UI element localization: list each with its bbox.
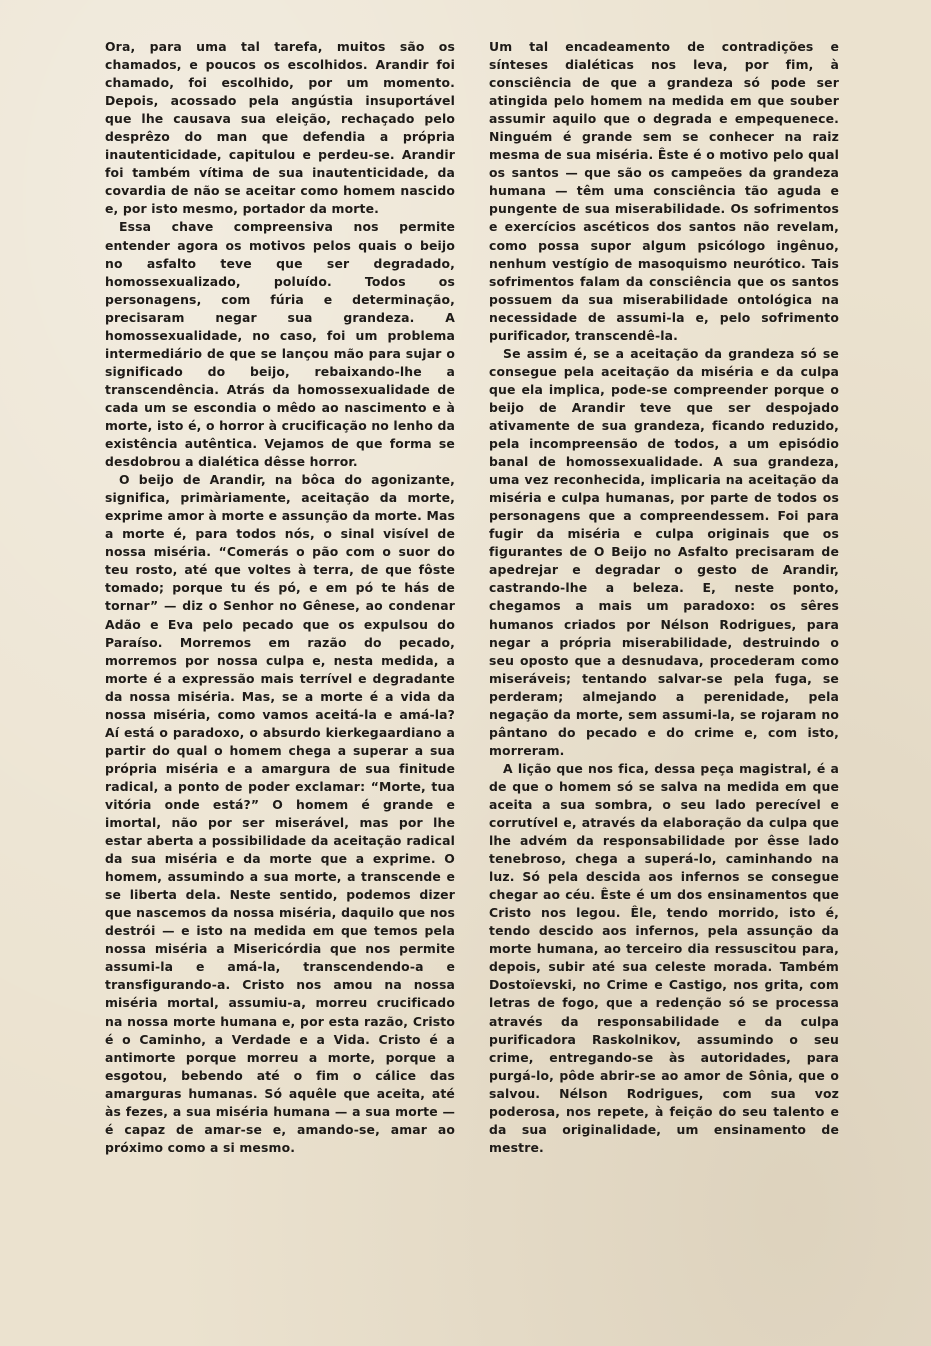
paragraph: A lição que nos fica, dessa peça magistral, é a de que o homem só se salva na medida em que aceita a sua sombra, o seu lado perecível e corrutível e, através da elaboração da culpa que lhe advém da responsabilidade por êsse lado tenebroso, chega a superá-lo, caminhando na luz. Só pela descida aos infernos se consegue chegar ao céu. Êste é um dos ensinamentos que Cristo nos legou. Êle, tendo morrido, isto é, tendo descido aos infernos, pela assunção da morte humana, ao terceiro dia ressuscitou para, depois, subir até sua celeste morada. Também Dostoïevski, no Crime e Castigo, nos grita, com letras de fogo, que a redenção só se processa através da responsabilidade e da culpa purificadora Raskolnikov, assumindo o seu crime, entregando-se às autoridades, para purgá-lo, pôde abrir-se ao amor de Sônia, que o salvou. Nélson Rodrigues, com sua voz poderosa, nos repete, à feição do seu talento e da sua originalidade, um ensinamento de mestre.: [489, 760, 839, 1155]
paragraph: O beijo de Arandir, na bôca do agonizante, significa, primàriamente, aceitação da morte, exprime amor à morte e assunção da morte. Mas a morte é, para todos nós, o sinal visível de nossa miséria. “Comerás o pão com o suor do teu rosto, até que voltes à terra, de que fôste tomado; porque tu és pó, e em pó te hás de tornar” — diz o Senhor no Gênese, ao condenar Adão e Eva pelo pecado que os expulsou do Paraíso. Morremos em razão do pecado, morremos por nossa culpa e, nesta medida, a morte é a expressão mais terrível e degradante da nossa miséria. Mas, se a morte é a vida da nossa miséria, como vamos aceitá-la e amá-la? Aí está o paradoxo, o absurdo kierkegaardiano a partir do qual o homem chega a superar a sua própria miséria e a amargura de sua finitude radical, a ponto de poder exclamar: “Morte, tua vitória onde está?” O homem é grande e imortal, não por ser miserável, mas por lhe estar aberta a possibilidade da aceitação radical da sua miséria e da morte que a exprime. O homem, assumindo a sua morte, a transcende e se liberta dela. Neste sentido, podemos dizer que nascemos da nossa miséria, daquilo que nos destrói — e isto na medida em que temos pela nossa miséria a Misericórdia que nos permite assumi-la e amá-la, transcendendo-a e transfigurando-a. Cristo nos amou na nossa miséria mortal, assumiu-a, morreu crucificado na nossa morte humana e, por esta razão, Cristo é o Caminho, a Verdade e a Vida. Cristo é a antimorte porque morreu a morte, porque a esgotou, bebendo até o fim o cálice das amarguras humanas. Só aquêle que aceita, até às fezes, a sua miséria humana — a sua morte — é capaz de amar-se e, amando-se, amar ao próximo como a si mesmo.: [105, 472, 455, 1155]
paragraph: Um tal encadeamento de contradições e sínteses dialéticas nos leva, por fim, à consciência de que a grandeza só pode ser atingida pelo homem na medida em que souber assumir aquilo que o degrada e empequenece. Ninguém é grande sem se conhecer na raiz mesma de sua miséria. Êste é o motivo pelo qual os santos — que são os campeões da grandeza humana — têm uma consciência tão aguda e pungente de sua miserabilidade. Os sofrimentos e exercícios ascéticos dos santos não revelam, como possa supor algum psicólogo ingênuo, nenhum vestígio de masoquismo neurótico. Tais sofrimentos falam da consciência que os santos possuem da sua miserabilidade ontológica na necessidade de assumi-la e, pelo sofrimento purificador, transcendê-la.: [489, 39, 839, 343]
right-text-column: [489, 38, 839, 1157]
left-text-column: [105, 38, 455, 1157]
paragraph: Ora, para uma tal tarefa, muitos são os chamados, e poucos os escolhidos. Arandir foi chamado, foi escolhido, por um momento. Depois, acossado pela angústia insuportável que lhe causava sua eleição, rechaçado pelo desprêzo do man que defendia a própria inautenticidade, capitulou e perdeu-se. Arandir foi também vítima de sua inautenticidade, da covardia de não se aceitar como homem nascido e, por isto mesmo, portador da morte.: [105, 39, 455, 217]
paragraph: Se assim é, se a aceitação da grandeza só se consegue pela aceitação da miséria e da culpa que ela implica, pode-se compreender porque o beijo de Arandir teve que ser despojado ativamente de sua grandeza, ficando reduzido, pela incompreensão de todos, a um episódio banal de homossexualidade. A sua grandeza, uma vez reconhecida, implicaria na aceitação da miséria e culpa humanas, por parte de todos os personagens que a compreendessem. Foi para fugir da miséria e culpa originais que os figurantes de O Beijo no Asfalto precisaram de apedrejar e degradar o gesto de Arandir, castrando-lhe a beleza. E, neste ponto, chegamos a mais um paradoxo: os sêres humanos criados por Nélson Rodrigues, para negar a própria miserabilidade, destruindo o seu oposto que a desnudava, procederam como miseráveis; tentando salvar-se pela fuga, se perderam; almejando a perenidade, pela negação da morte, sem assumi-la, se rojaram no pântano do pecado e do crime e, com isto, morreram.: [489, 345, 839, 758]
paragraph: Essa chave compreensiva nos permite entender agora os motivos pelos quais o beijo no asfalto teve que ser degradado, homossexualizado, poluído. Todos os personagens, com fúria e determinação, precisaram negar sua grandeza. A homossexualidade, no caso, foi um problema intermediário de que se lançou mão para sujar o significado do beijo, rebaixando-lhe a transcendência. Atrás da homossexualidade de cada um se escondia o mêdo ao nascimento e à morte, isto é, o horror à crucificação no lenho da existência autêntica. Vejamos de que forma se desdobrou a dialética dêsse horror.: [105, 219, 455, 470]
